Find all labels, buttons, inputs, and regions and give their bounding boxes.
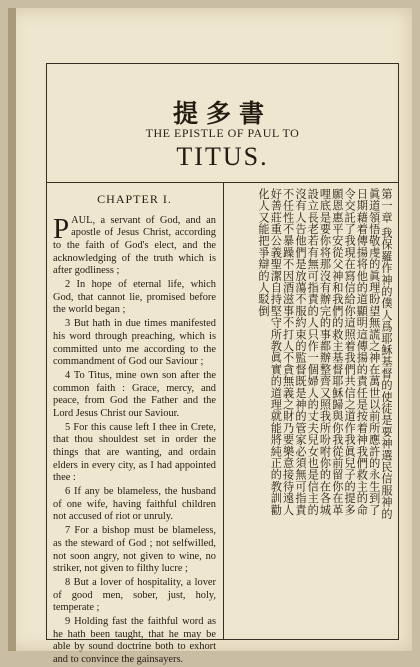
chinese-text-column: 前所應許的永生到了日期藉着傳揚将他的道顯明這 [355,188,381,516]
english-verse [53,616,216,667]
chinese-text-column: 神的眞道領悟敬虔的眞理盼望無謊之神在萬世以 [367,188,393,520]
chinese-text-column: 只作一個婦人的丈夫兒女也是信主的沒有人告他們 [293,188,320,516]
english-verse [53,212,216,278]
chinese-book-title: 提多書 [172,99,272,128]
english-verse [53,422,216,485]
page-spine [8,8,16,651]
english-verse-text: 4 To Titus, mine own son after the common faith : Grace, mercy, and peace, from God the Father and the Lord Jesus Christ our Saviour. [53,369,216,419]
chinese-chapter-heading: 第一章 [380,188,393,224]
english-verse [53,370,216,421]
english-verse-text: AUL, a servant of God, and an apostle of Jesus Christ, according to the faith of God's elect, and the acknowledging of the truth which is after godliness ; [53,214,216,277]
chinese-text [257,188,392,524]
english-verse [53,318,216,369]
english-verse-text: 9 Holding fast the faithful word as he hath been taught, that he may be able by sound doctrine both to exhort and to convince the gainsayers. [53,615,216,665]
english-verse-text: 5 For this cause left I thee in Crete, that thou shouldest set in order the things that are wanting, and ordain elders in every city, as I had appointed thee : [53,421,216,484]
chinese-text-column: 不任性不暴躁不因酒滋事不打人不貪無義之財乃要 [281,188,295,446]
chinese-column [227,188,392,528]
column-divider [223,182,224,639]
english-verse [53,577,216,615]
english-verse-text: 2 In hope of eternal life, which God, that cannot lie, promised before the world began ; [53,279,216,316]
english-verse-text: 6 If any be blameless, the husband of one wife, having faithful children not accused of riot or unruly. [53,486,216,523]
chinese-text-column: 留你在革哩底是要你将那沒有辦完的事都辦整齊又 [318,188,344,516]
english-book-subtitle: THE EPISTLE OF PAUL TO [145,126,300,140]
book-page [8,8,412,665]
chinese-text-column: 樂意接待遠人好善莊重公義聖潔自持堅守所教眞實 [269,188,295,516]
english-verse-list [53,212,216,667]
chinese-text-column: 我保羅作神的僕人爲耶穌基督的使徒是要神選民信服 [380,227,393,497]
english-chapter-heading: CHAPTER I. [97,192,172,206]
english-column [51,182,218,665]
chinese-text-column: 傳揚的責任是按着神我們救主的命令交託了我現在 [343,188,369,516]
verse-dropcap: P [53,212,70,245]
text-frame [46,63,399,665]
chinese-verse-text [257,188,393,520]
chinese-text-column: 照我所吩咐你的在各城設立長老若有無可指責的人 [306,188,332,516]
english-verse [53,486,216,524]
english-verse-text: 3 But hath in due times manifested his word through preaching, which is committed unto me according to the commandment of God our Saviour ; [53,318,216,368]
english-verse [53,279,216,317]
english-verse-text: 7 For a bishop must be blameless, as the steward of God ; not selfwilled, not soon angry, not given to wine, no striker, not given to filthy lucre ; [53,525,216,575]
chinese-text-column: 恩惠平安從父神和我們的救主基督耶穌歸與你我從前 [330,199,344,469]
chinese-text-column: 寫信給你這照着我們共信之道作我眞兒子的提多願 [330,188,357,516]
english-verse-text: 8 But a lover of hospitality, a lover of good men, sober, just, holy, temperate ; [53,576,216,614]
english-book-title: TITUS. [176,142,269,171]
english-verse [53,525,216,576]
chinese-text-column: 是放蕩不服約束的監督既是神的管家必須無可指責 [293,258,307,516]
chinese-text-column: 的道理就能將純正的教訓勸化人又能把爭辯的人駁倒 [257,188,283,516]
